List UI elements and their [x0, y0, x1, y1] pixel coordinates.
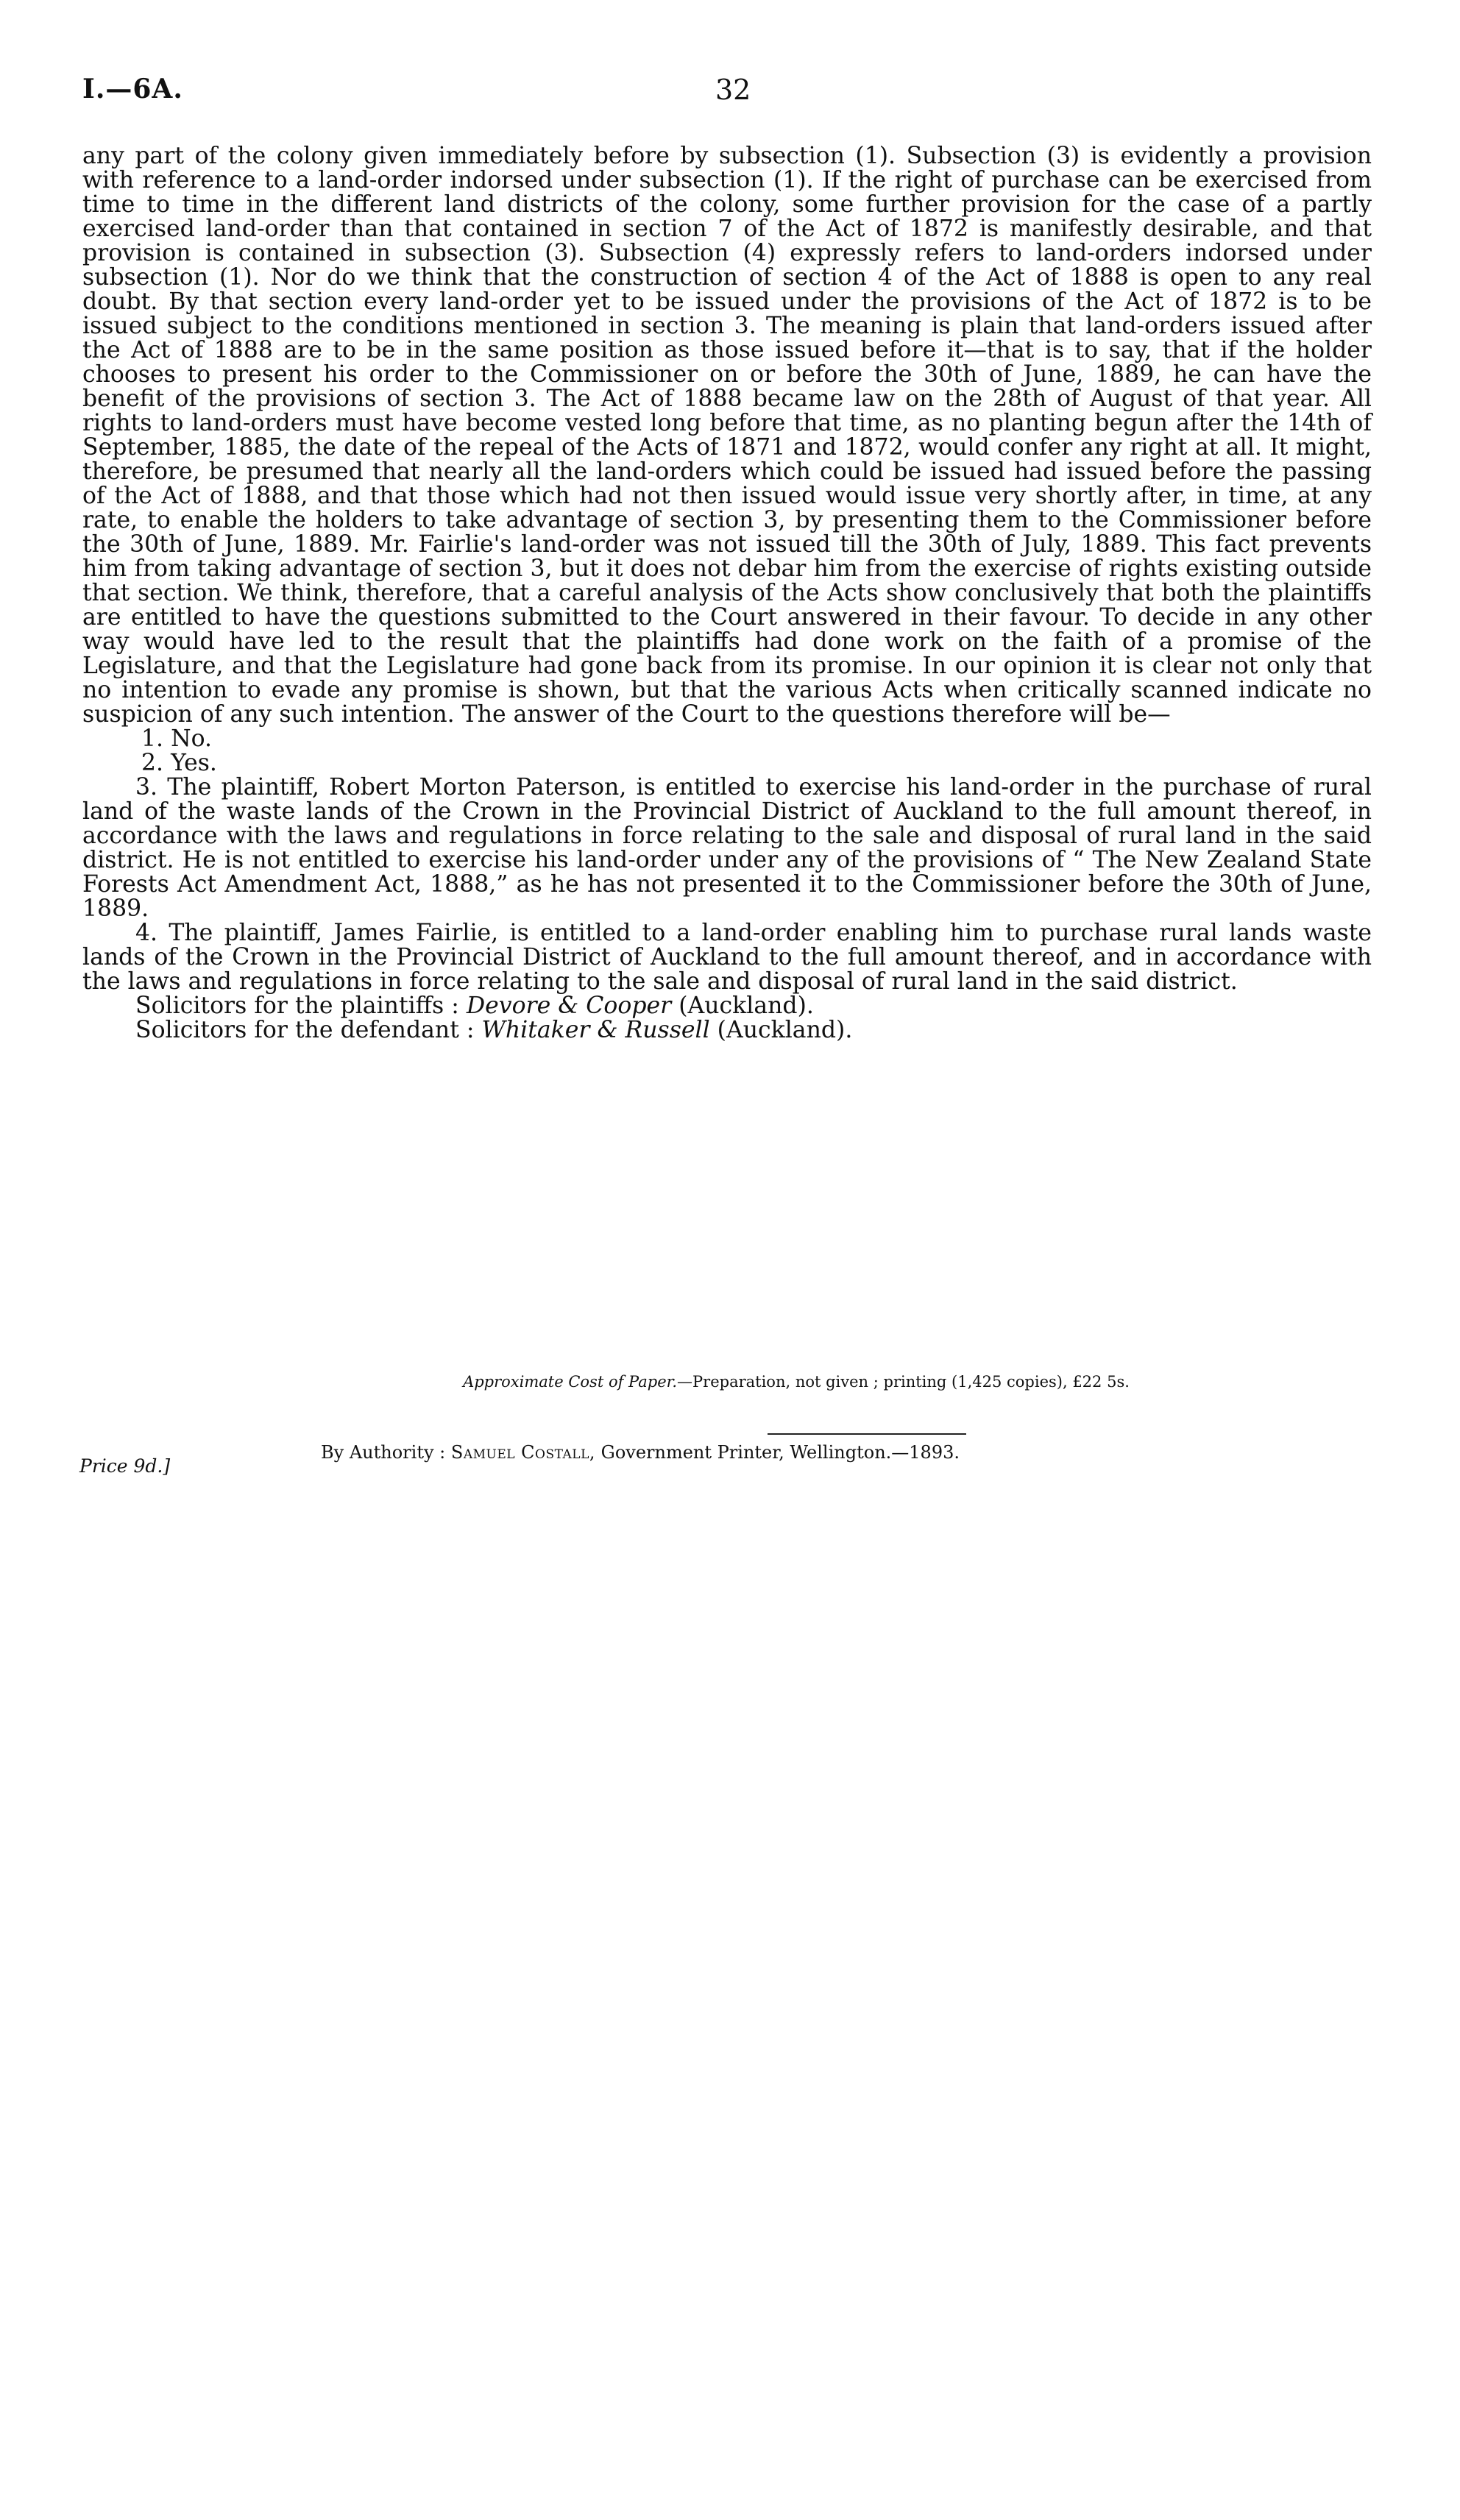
solicitors-defendant-place: (Auckland). [717, 1017, 853, 1043]
printer-suffix: Government Printer, Wellington.—1893. [600, 1442, 960, 1463]
solicitors-defendant [82, 1018, 1372, 1043]
page-number: 32 [715, 74, 751, 106]
paragraph-main: any part of the colony given immediately before by subsection (1). Subsection (3) is evidently a provision with reference to a land-order indorsed under subsection (1). If the right of purchase can be exercised from time to time in the different land districts of the colony, some further provision for the case of a partly exercised land-order than that contained in section 7 of the Act of 1872 is manifestly desirable, and that provision is contained in subsection (3). Subsection (4) expressly refers to land-orders indorsed under subsection (1). Nor do we think that the construction of section 4 of the Act of 1888 is open to any real doubt. By that section every land-order yet to be issued under the provisions of the Act of 1872 is to be issued subject to the conditions mentioned in section 3. The meaning is plain that land-orders issued after the Act of 1888 are to be in the same position as those issued before it—that is to say, that if the holder chooses to present his order to the Commissioner on or before the 30th of June, 1889, he can have the benefit of the provisions of section 3. The Act of 1888 became law on the 28th of August of that year. All rights to land-orders must have become vested long before that time, as no planting begun after the 14th of September, 1885, the date of the repeal of the Acts of 1871 and 1872, would confer any right at all. It might, therefore, be presumed that nearly all the land-orders which could be issued had issued before the passing of the Act of 1888, and that those which had not then issued would issue very shortly after, in time, at any rate, to enable the holders to take advantage of section 3, by presenting them to the Commissioner before the 30th of June, 1889. Mr. Fairlie's land-order was not issued till the 30th of July, 1889. This fact prevents him from taking advantage of section 3, but it does not debar him from the exercise of rights existing outside that section. We think, therefore, that a careful analysis of the Acts show conclusively that both the plaintiffs are entitled to have the questions submitted to the Court answered in their favour. To decide in any other way would have led to the result that the plaintiffs had done work on the faith of a promise of the Legislature, and that the Legislature had gone back from its promise. In our opinion it is clear not only that no intention to evade any promise is shown, but that the various Acts when critically scanned indicate no suspicion of any such intention. The answer of the Court to the questions therefore will be— [82, 143, 1372, 728]
solicitors-plaintiffs-label: Solicitors for the plaintiffs : [135, 993, 459, 1019]
printer-name: Samuel Costall, [450, 1442, 595, 1463]
answer-1: 1. No. [141, 725, 213, 752]
solicitors-defendant-firm: Whitaker & Russell [481, 1017, 710, 1043]
solicitors-plaintiffs [82, 994, 1372, 1018]
cost-text: —Preparation, not given ; printing (1,425 copies), £22 5s. [677, 1373, 1130, 1391]
cost-label: Approximate Cost of Paper. [463, 1373, 678, 1391]
solicitors-defendant-label: Solicitors for the defendant : [135, 1017, 475, 1043]
answer-2: 2. Yes. [141, 750, 217, 776]
price: Price 9d.] [79, 1455, 171, 1477]
footer-divider [768, 1433, 966, 1435]
solicitors-plaintiffs-firm: Devore & Cooper [466, 993, 672, 1019]
answer-4: 4. The plaintiff, James Fairlie, is entitled to a land-order enabling him to purchase rural lands waste lands of the Crown in the Provincial District of Auckland to the full amount thereof, and in accordance with the laws and regulations in force relating to the sale and disposal of rural land in the said district. [82, 920, 1372, 995]
cost-of-paper [0, 1373, 1460, 1391]
solicitors-plaintiffs-place: (Auckland). [678, 993, 814, 1019]
document-reference: I.—6A. [82, 74, 183, 104]
answer-3: 3. The plaintiff, Robert Morton Paterson, is entitled to exercise his land-order in the purchase of rural land of the waste lands of the Crown in the Provincial District of Auckland to the full amount thereof, in accordance with the laws and regulations in force relating to the sale and disposal of rural land in the said district. He is not entitled to exercise his land-order under any of the provisions of “ The New Zealand State Forests Act Amendment Act, 1888,” as he has not presented it to the Commissioner before the 30th of June, 1889. [82, 774, 1372, 922]
page-header [82, 74, 1378, 118]
authority-prefix: By Authority : [321, 1442, 446, 1463]
judgment-text [82, 144, 1372, 1043]
printer-authority [321, 1442, 960, 1463]
